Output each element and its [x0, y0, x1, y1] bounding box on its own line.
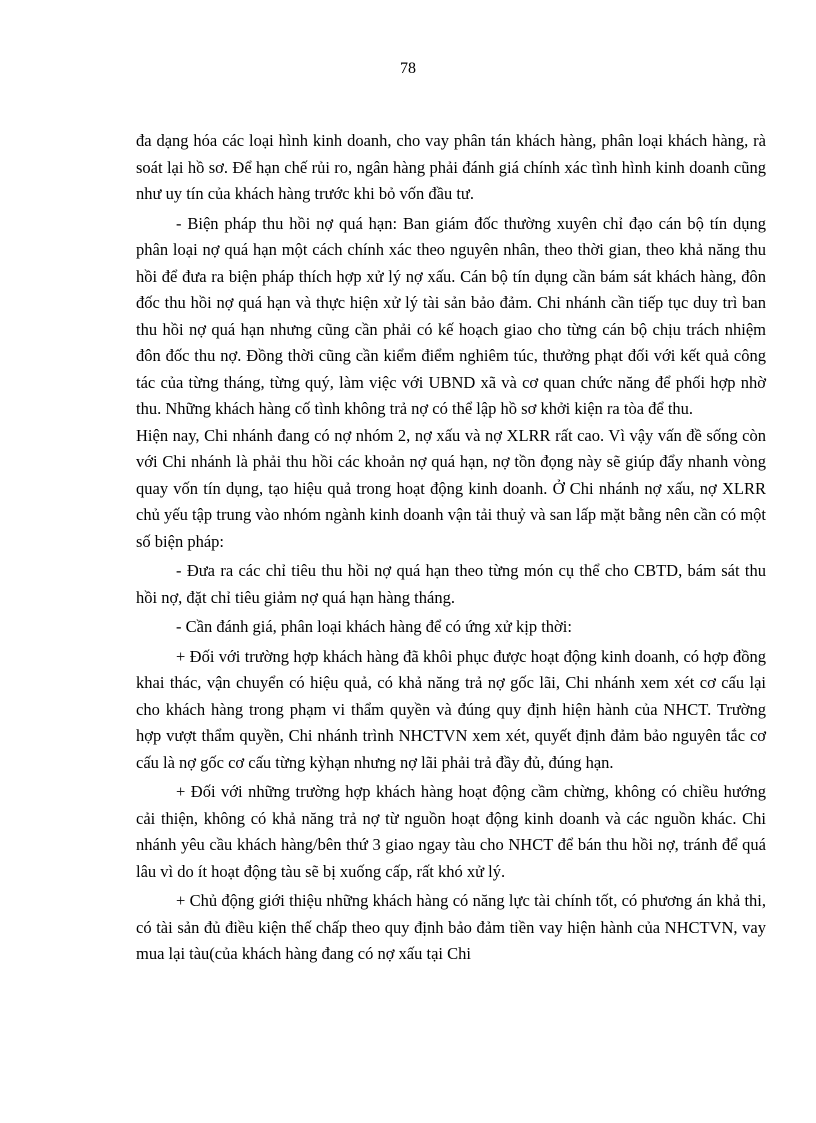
paragraph-debt-recovery-measures: - Biện pháp thu hồi nợ quá hạn: Ban giám đốc thường xuyên chỉ đạo cán bộ tín dụng phân loại nợ quá hạn một cách chính xác theo nguyên nhân, theo thời gian, theo khả năng thu hồi để đưa ra biện pháp thích hợp xử lý nợ xấu. Cán bộ tín dụng cần bám sát khách hàng, đôn đốc thu hồi nợ quá hạn và thực hiện xử lý tài sản bảo đảm. Chi nhánh cần tiếp tục duy trì ban thu hồi nợ quá hạn nhưng cũng cần phải có kế hoạch giao cho từng cán bộ chịu trách nhiệm đôn đốc thu nợ. Đồng thời cũng cần kiểm điểm nghiêm túc, thưởng phạt đối với kết quả công tác của từng tháng, từng quý, làm việc với UBND xã và cơ quan chức năng để phối hợp nhờ thu. Những khách hàng cố tình không trả nợ có thể lập hồ sơ khởi kiện ra tòa để thu. [136, 213, 766, 418]
paragraph-targets: - Đưa ra các chỉ tiêu thu hồi nợ quá hạn theo từng món cụ thể cho CBTD, bám sát thu hồi nợ, đặt chỉ tiêu giảm nợ quá hạn hàng tháng. [136, 561, 766, 607]
paragraph-introduce-customers: + Chủ động giới thiệu những khách hàng có năng lực tài chính tốt, có phương án khả thi, có tài sản đủ điều kiện thế chấp theo quy định bảo đảm tiền vay hiện hành của NHCTVN, vay mua lại tàu(của khách hàng đang có nợ xấu tại Chi [136, 891, 766, 963]
page-number: 78 [400, 60, 416, 77]
paragraph-asset-handover: + Đối với những trường hợp khách hàng hoạt động cầm chừng, không có chiều hướng cải thiện, không có khả năng trả nợ từ nguồn hoạt động kinh doanh và các nguồn khác. Chi nhánh yêu cầu khách hàng/bên thứ 3 giao ngay tàu cho NHCT để bán thu hồi nợ, tránh để quá lâu vì do ít hoạt động tàu sẽ bị xuống cấp, rất khó xử lý. [136, 782, 766, 881]
paragraph-intro-continuation: đa dạng hóa các loại hình kinh doanh, cho vay phân tán khách hàng, phân loại khách hàng, rà soát lại hồ sơ. Để hạn chế rủi ro, ngân hàng phải đánh giá chính xác tình hình kinh doanh cũng như uy tín của khách hàng trước khi bỏ vốn đầu tư. [136, 131, 766, 203]
document-body [136, 128, 766, 968]
paragraph-current-situation: Hiện nay, Chi nhánh đang có nợ nhóm 2, nợ xấu và nợ XLRR rất cao. Vì vậy vấn đề sống còn với Chi nhánh là phải thu hồi các khoản nợ quá hạn, nợ tồn đọng này sẽ giúp đẩy nhanh vòng quay vốn tín dụng, tạo hiệu quả trong hoạt động kinh doanh. Ở Chi nhánh nợ xấu, nợ XLRR chủ yếu tập trung vào nhóm ngành kinh doanh vận tải thuỷ và san lấp mặt bằng nên cần có một số biện pháp: [136, 425, 766, 551]
paragraph-restructuring: + Đối với trường hợp khách hàng đã khôi phục được hoạt động kinh doanh, có hợp đồng khai thác, vận chuyển có hiệu quả, có khả năng trả nợ gốc lãi, Chi nhánh xem xét cơ cấu lại cho khách hàng trong phạm vi thẩm quyền và đúng quy định hiện hành của NHCT. Trường hợp vượt thẩm quyền, Chi nhánh trình NHCTVN xem xét, quyết định đảm bảo nguyên tắc cơ cấu là nợ gốc cơ cấu từng kỳhạn nhưng nợ lãi phải trả đầy đủ, đúng hạn. [136, 646, 766, 772]
paragraph-classification: - Cần đánh giá, phân loại khách hàng để có ứng xử kịp thời: [176, 617, 572, 636]
